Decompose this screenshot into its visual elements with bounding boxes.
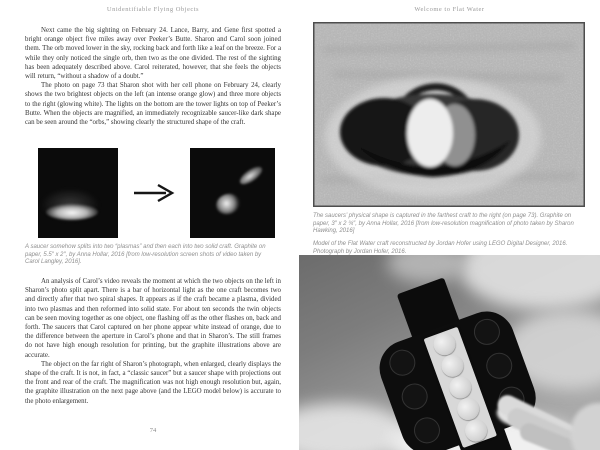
figure-caption: A saucer somehow splits into two “plasmas” and then each into two solid craft. Graphite on paper, 5.5″ x 2″, by Anna Hollar, 2016 [from low-resolution screen shots of video taken by Carol Langley, 2016]. [25, 244, 266, 266]
figure-arrow-gap [118, 148, 190, 238]
lego-stud [398, 380, 431, 413]
body-paragraph: An analysis of Carol’s video reveals the moment at which the two objects on the left in Sharon’s photo split apart. There is a bar of horizontal light as the one craft becomes two and directly after that two spiral shapes. It appears as if the craft became a plasma, divided into two plasmas and then reformed into solid state. For about ten seconds the twin objects can be seen moving together as one object, one flashing off as the other flashes on, back and forth. The saucers that Carol captured on her phone appear white instead of orange, due to the difference between the aperture in Carol’s phone and that in Sharon’s. The still frames do not have high enough resolution for printing, but the graphite illustrations above are accurate. [25, 278, 281, 359]
split-plasma-blob-2 [237, 164, 265, 188]
right-page [299, 0, 600, 450]
lego-stud [470, 315, 503, 348]
lego-stud [410, 414, 443, 447]
drawing-caption: The saucers’ physical shape is captured in the farthest craft to the right (on page 73). Graphite on paper, 3″ x 2 ¾″, by Anna Hollar, 2016 [from low-resolution magnification of photo taken by Sharon Hawking, 2016] [313, 213, 574, 235]
video-still-after-panel [190, 148, 275, 238]
page-number: 74 [149, 427, 157, 434]
saucer-graphite-drawing [313, 22, 585, 207]
lego-model-photo [299, 255, 600, 450]
arrow-right-icon [132, 183, 176, 203]
hand-shape [571, 403, 600, 450]
body-paragraph: The photo on page 73 that Sharon shot with her cell phone on February 24, clearly shows the two brightest objects on the left (an intense orange glow) and three more objects to the right (glowing white). The lights on the bottom are the tower lights on top of Peeker’s Butte. When the objects are magnified, an immediately recognizable saucer-like dark shape can be seen around the “orbs,” showing clearly the structured shape of the craft. [25, 82, 281, 127]
body-text-upper [25, 26, 281, 127]
left-page [25, 0, 281, 450]
body-paragraph: Next came the big sighting on February 24. Lance, Barry, and Gene first spotted a bright orange object five miles away over Peeker’s Butte. Sharon and Carol soon joined them. The orb moved lower in the sky, rocking back and forth like a leaf on the breeze. For a while they only noticed the single orb, then two as the one divided. The rest of the sighting has been adequately described above. Carol reiterated, however, that she feels the objects will return, “without a shadow of a doubt.” [25, 27, 281, 81]
video-still-before-panel [38, 148, 118, 238]
lego-stud [386, 346, 419, 379]
running-header-left: Unidentifiable Flying Objects [106, 6, 200, 13]
model-photo-caption: Model of the Flat Water craft reconstructed by Jordan Hofer using LEGO Digital Designer, 2016. Photograph by Jordan Hofer, 2016. [313, 241, 568, 255]
body-paragraph: The object on the far right of Sharon’s photograph, when enlarged, clearly displays the shape of the craft. It is not, in fact, a “classic saucer” but a saucer shape with projections out the front and rear of the craft. The magnification was not high enough resolution but, again, the graphite illustration on the next page above (and the LEGO model below) is accurate to the photo enlargement. [25, 360, 281, 405]
body-text-lower [25, 277, 281, 406]
lego-stud [483, 349, 516, 382]
running-header-right: Welcome to Flat Water [414, 6, 485, 13]
saucer-plasma-blob [46, 204, 98, 220]
saucer-split-figure [38, 148, 275, 238]
split-plasma-blob-1 [213, 190, 242, 217]
